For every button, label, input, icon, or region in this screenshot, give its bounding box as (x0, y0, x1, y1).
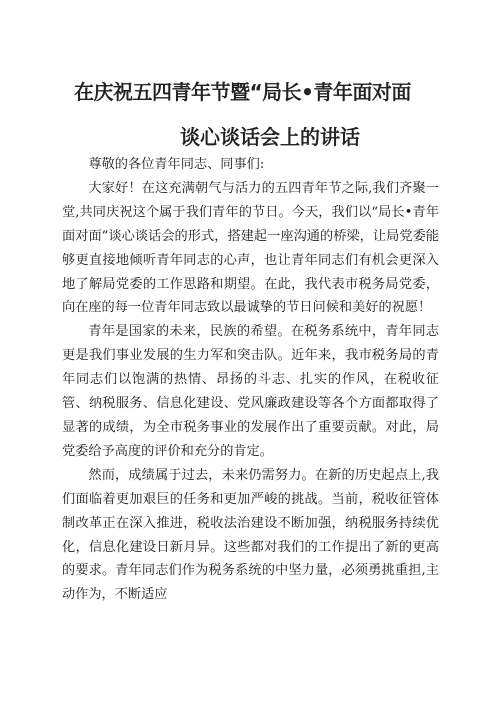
document-title-line-2: 谈心谈话会上的讲话 (180, 125, 360, 149)
document-body (62, 153, 439, 607)
paragraph-youth-role: 青年是国家的未来，民族的希望。在税务系统中，青年同志更是我们事业发展的生力军和突击队。近年来，我市税务局的青年同志们以饱满的热情、昂扬的斗志、扎实的作风，在税收征管、纳税服务、信息化建设、党风廉政建设等各个方面都取得了显著的成绩，为全市税务事业的发展作出了重要贡献。对此，局党委给予高度的评价和充分的肯定。 (62, 324, 439, 459)
salutation: 尊敬的各位青年同志、同事们: (88, 157, 265, 172)
document-title-line-1: 在庆祝五四青年节暨“局长•青年面对面 (74, 80, 411, 104)
paragraph-challenges: 然而，成绩属于过去，未来仍需努力。在新的历史起点上,我们面临着更加艰巨的任务和更加严峻的挑战。当前，税收征管体制改革正在深入推进，税收法治建设不断加强，纳税服务持续优化，信息化建设日新月异。这些都对我们的工作提出了新的更高的要求。青年同志们作为税务系统的中坚力量，必须勇挑重担,主动作为，不断适应 (62, 467, 439, 603)
paragraph-greeting: 大家好！在这充满朝气与活力的五四青年节之际,我们齐聚一堂,共同庆祝这个属于我们青年的节日。今天，我们以“局长•青年面对面”谈心谈话会的形式，搭建起一座沟通的桥梁，让局党委能够更直接地倾听青年同志的心声，也让青年同志们有机会更深入地了解局党委的工作思路和期望。在此，我代表市税务局党委，向在座的每一位青年同志致以最诚挚的节日问候和美好的祝愿！ (62, 180, 439, 316)
